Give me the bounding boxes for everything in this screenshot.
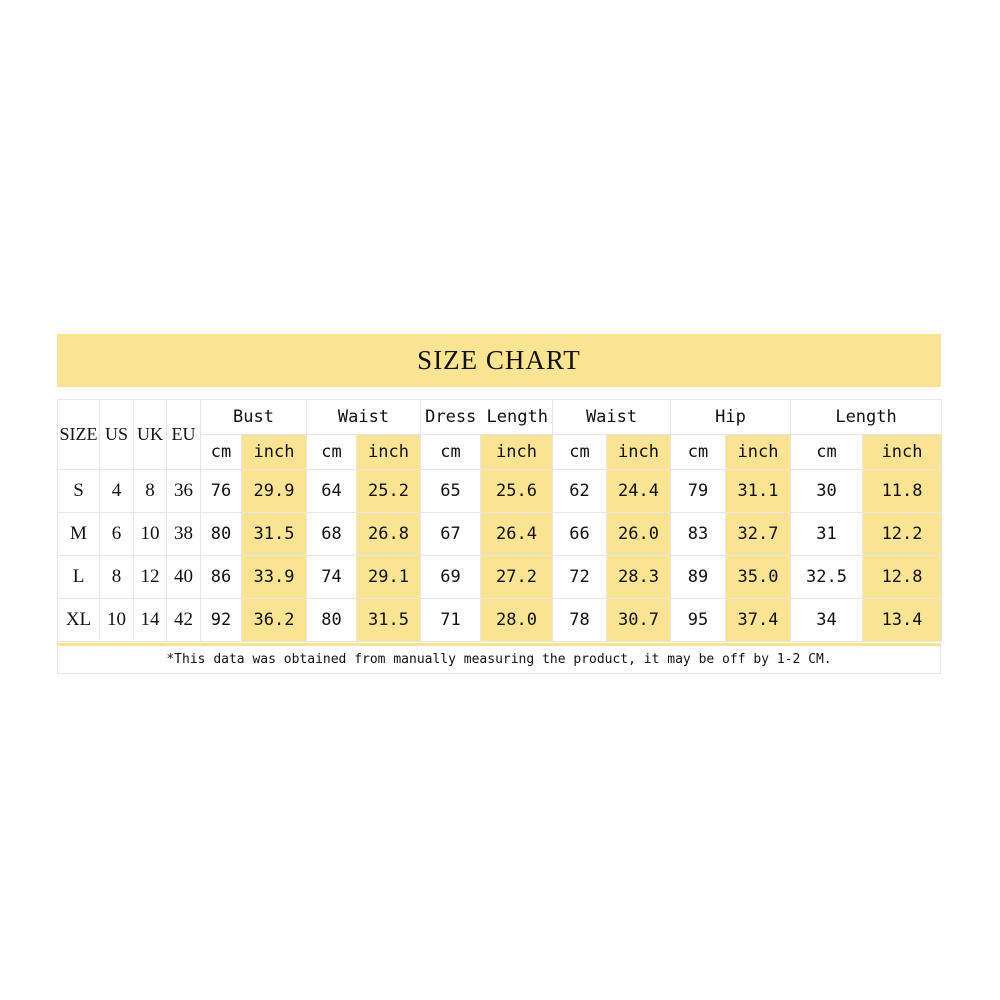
uk-cell: 8 <box>134 470 167 513</box>
inch-value-cell: 25.6 <box>481 470 553 513</box>
unit-header-inch: inch <box>481 435 553 470</box>
inch-value-cell: 28.3 <box>607 556 671 599</box>
uk-cell: 14 <box>134 599 167 642</box>
us-cell: 8 <box>100 556 134 599</box>
size-cell: L <box>58 556 100 599</box>
inch-value-cell: 36.2 <box>242 599 307 642</box>
cm-value-cell: 71 <box>421 599 481 642</box>
inch-value-cell: 31.5 <box>357 599 421 642</box>
cm-value-cell: 72 <box>553 556 607 599</box>
cm-value-cell: 67 <box>421 513 481 556</box>
inch-value-cell: 26.0 <box>607 513 671 556</box>
cm-value-cell: 68 <box>307 513 357 556</box>
eu-header: EU <box>167 400 201 470</box>
us-cell: 10 <box>100 599 134 642</box>
cm-value-cell: 83 <box>671 513 726 556</box>
eu-cell: 42 <box>167 599 201 642</box>
uk-header: UK <box>134 400 167 470</box>
unit-header-inch: inch <box>242 435 307 470</box>
inch-value-cell: 28.0 <box>481 599 553 642</box>
chart-title: SIZE CHART <box>57 334 941 387</box>
header-row <box>58 400 942 435</box>
us-cell: 4 <box>100 470 134 513</box>
cm-value-cell: 66 <box>553 513 607 556</box>
cm-value-cell: 78 <box>553 599 607 642</box>
inch-value-cell: 31.5 <box>242 513 307 556</box>
eu-cell: 38 <box>167 513 201 556</box>
table-row <box>58 470 942 513</box>
inch-value-cell: 11.8 <box>863 470 942 513</box>
eu-cell: 36 <box>167 470 201 513</box>
inch-value-cell: 29.1 <box>357 556 421 599</box>
inch-value-cell: 31.1 <box>726 470 791 513</box>
cm-value-cell: 62 <box>553 470 607 513</box>
size-cell: S <box>58 470 100 513</box>
size-cell: XL <box>58 599 100 642</box>
eu-cell: 40 <box>167 556 201 599</box>
size-chart <box>57 334 941 674</box>
group-header-waist-2: Waist <box>553 400 671 435</box>
cm-value-cell: 69 <box>421 556 481 599</box>
size-header: SIZE <box>58 400 100 470</box>
cm-value-cell: 31 <box>791 513 863 556</box>
cm-value-cell: 74 <box>307 556 357 599</box>
unit-header-cm: cm <box>421 435 481 470</box>
cm-value-cell: 80 <box>201 513 242 556</box>
uk-cell: 12 <box>134 556 167 599</box>
cm-value-cell: 65 <box>421 470 481 513</box>
group-header-waist: Waist <box>307 400 421 435</box>
cm-value-cell: 89 <box>671 556 726 599</box>
cm-value-cell: 80 <box>307 599 357 642</box>
size-cell: M <box>58 513 100 556</box>
cm-value-cell: 32.5 <box>791 556 863 599</box>
unit-header-cm: cm <box>791 435 863 470</box>
inch-value-cell: 35.0 <box>726 556 791 599</box>
cm-value-cell: 86 <box>201 556 242 599</box>
unit-header-cm: cm <box>671 435 726 470</box>
unit-header-inch: inch <box>863 435 942 470</box>
table-row <box>58 513 942 556</box>
unit-header-cm: cm <box>307 435 357 470</box>
inch-value-cell: 13.4 <box>863 599 942 642</box>
inch-value-cell: 24.4 <box>607 470 671 513</box>
size-table <box>57 399 942 642</box>
unit-header-cm: cm <box>201 435 242 470</box>
cm-value-cell: 79 <box>671 470 726 513</box>
inch-value-cell: 37.4 <box>726 599 791 642</box>
unit-header-inch: inch <box>357 435 421 470</box>
measurement-note: *This data was obtained from manually measuring the product, it may be off by 1-2 CM. <box>57 646 941 674</box>
group-header-length: Length <box>791 400 942 435</box>
cm-value-cell: 92 <box>201 599 242 642</box>
inch-value-cell: 12.2 <box>863 513 942 556</box>
cm-value-cell: 95 <box>671 599 726 642</box>
cm-value-cell: 34 <box>791 599 863 642</box>
table-row <box>58 556 942 599</box>
us-header: US <box>100 400 134 470</box>
group-header-hip: Hip <box>671 400 791 435</box>
inch-value-cell: 25.2 <box>357 470 421 513</box>
unit-header-cm: cm <box>553 435 607 470</box>
inch-value-cell: 30.7 <box>607 599 671 642</box>
group-header-dress-length: Dress Length <box>421 400 553 435</box>
inch-value-cell: 27.2 <box>481 556 553 599</box>
unit-header-inch: inch <box>607 435 671 470</box>
inch-value-cell: 33.9 <box>242 556 307 599</box>
table-row <box>58 599 942 642</box>
inch-value-cell: 26.8 <box>357 513 421 556</box>
inch-value-cell: 29.9 <box>242 470 307 513</box>
us-cell: 6 <box>100 513 134 556</box>
cm-value-cell: 76 <box>201 470 242 513</box>
uk-cell: 10 <box>134 513 167 556</box>
group-header-bust: Bust <box>201 400 307 435</box>
cm-value-cell: 64 <box>307 470 357 513</box>
unit-header-inch: inch <box>726 435 791 470</box>
inch-value-cell: 12.8 <box>863 556 942 599</box>
cm-value-cell: 30 <box>791 470 863 513</box>
inch-value-cell: 32.7 <box>726 513 791 556</box>
inch-value-cell: 26.4 <box>481 513 553 556</box>
